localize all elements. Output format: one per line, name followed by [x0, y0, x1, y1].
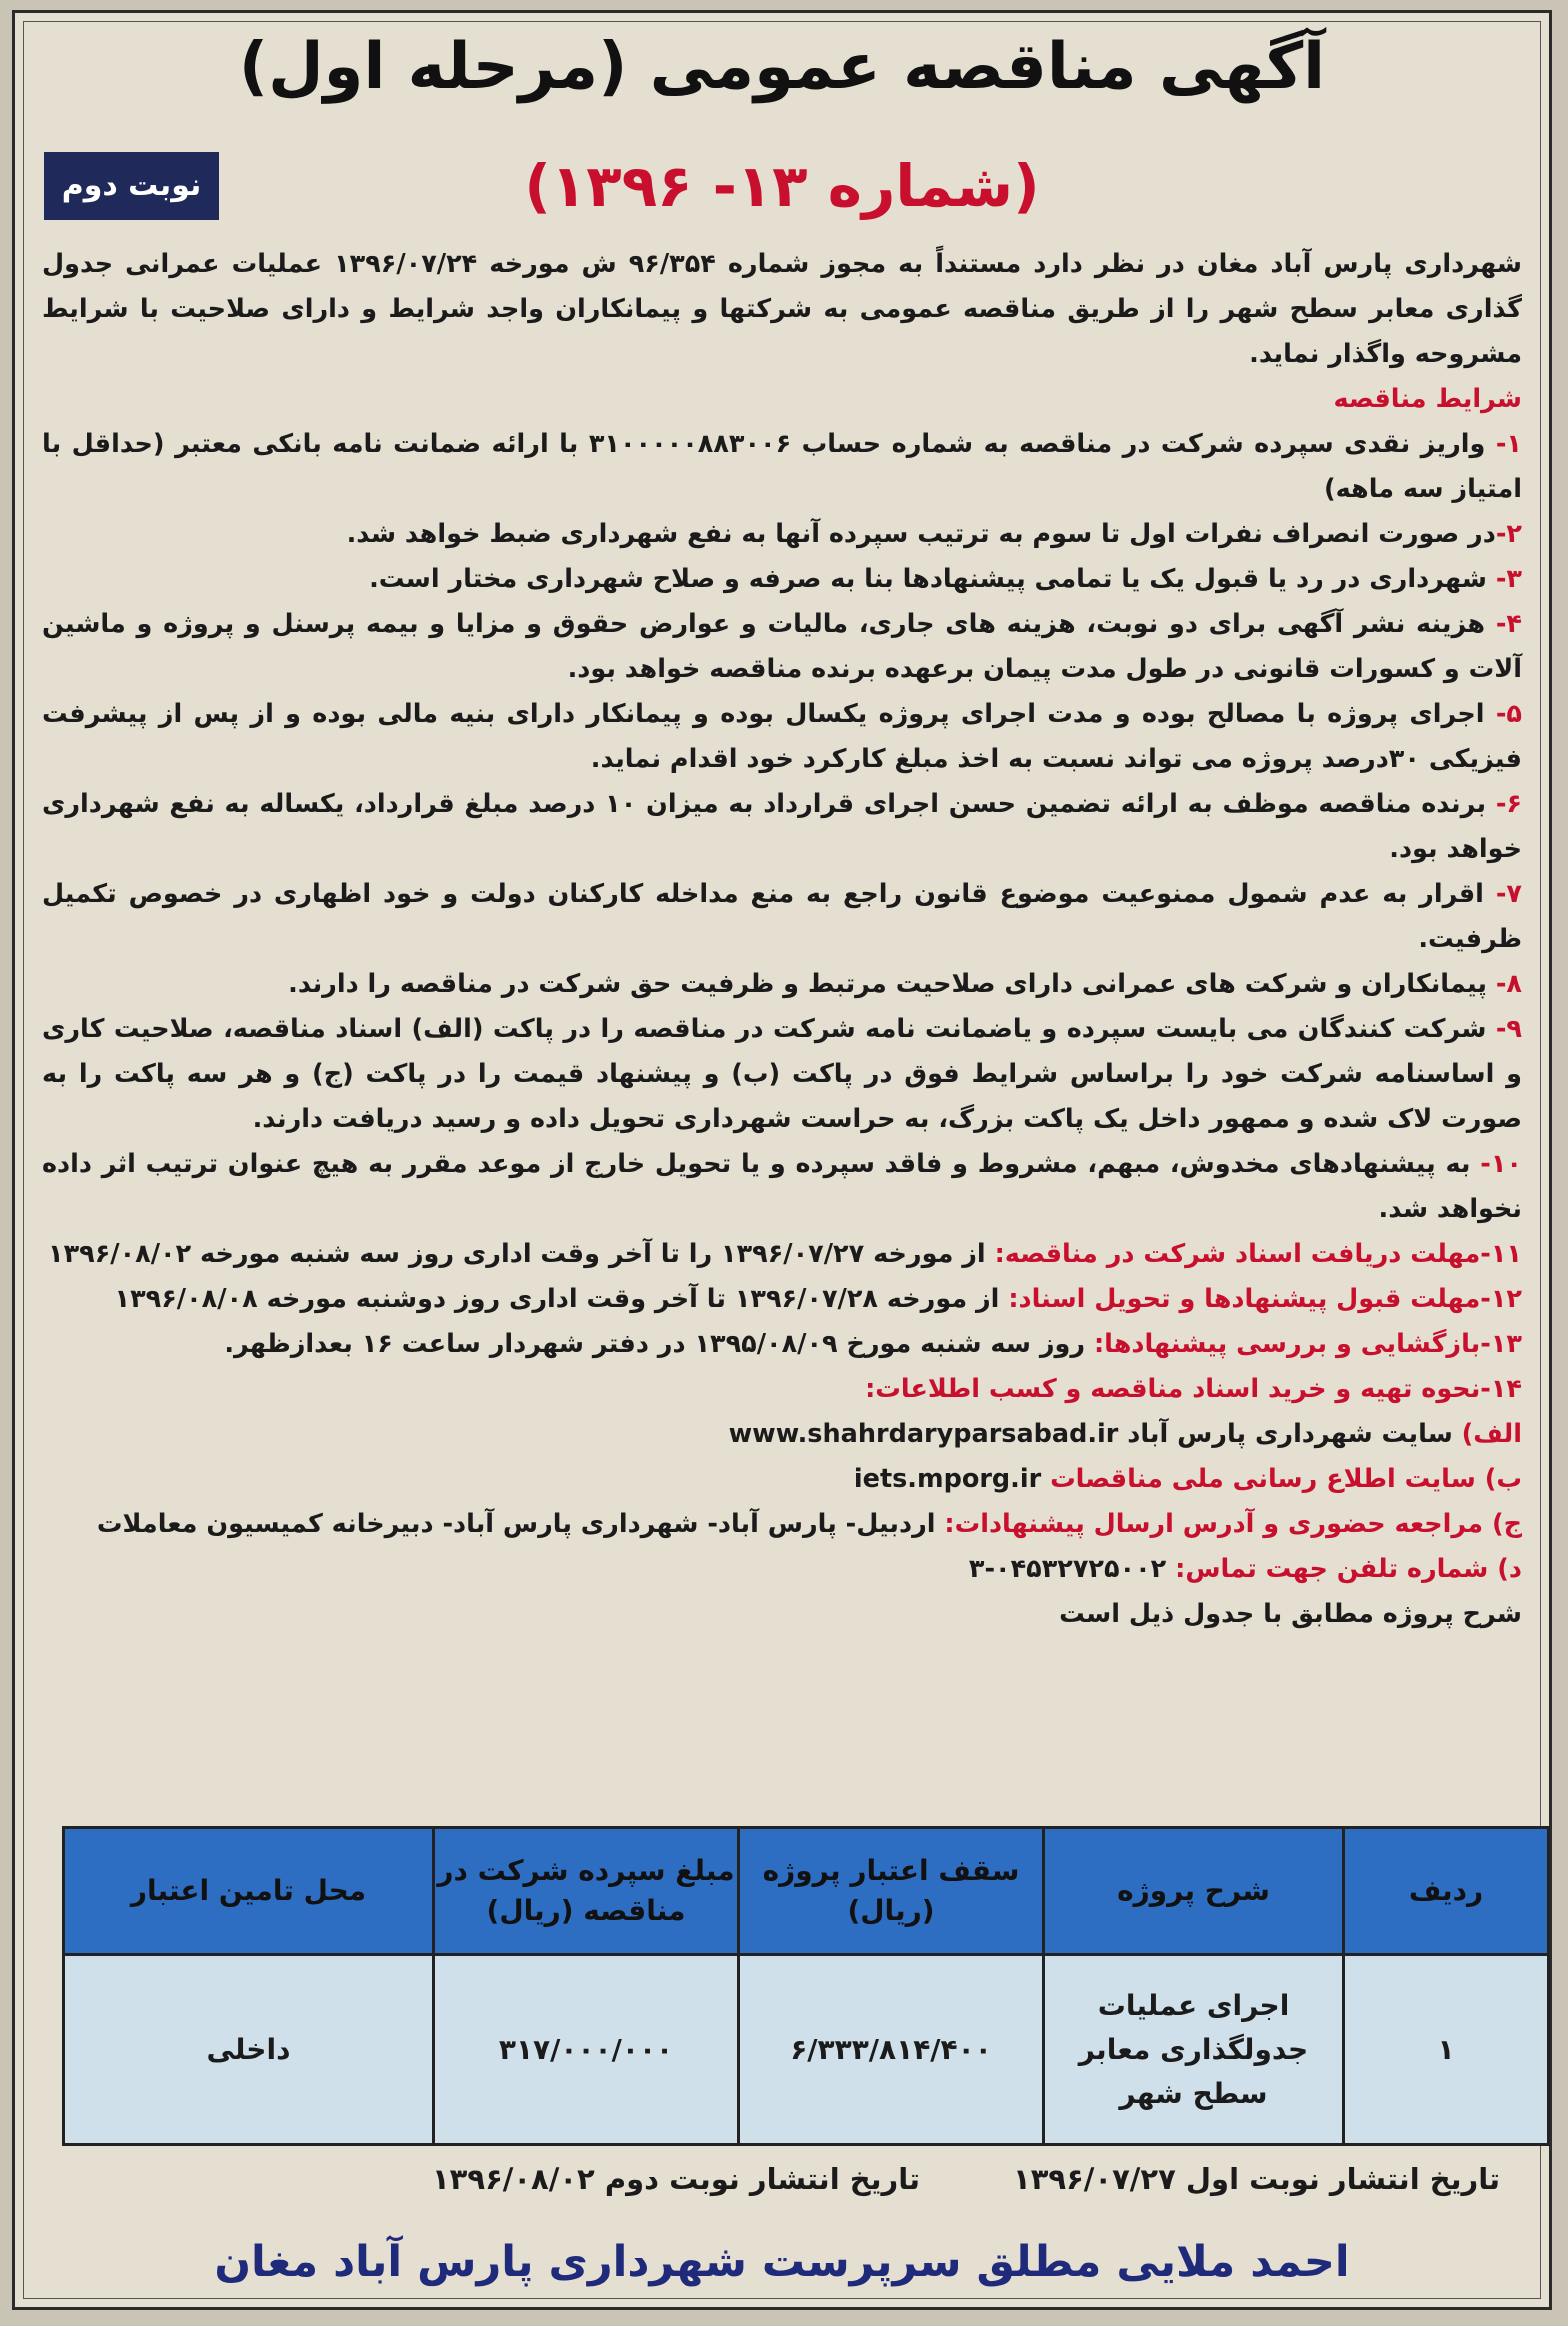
table-row	[64, 1955, 1549, 2145]
cell-deposit: ۳۱۷/۰۰۰/۰۰۰	[434, 1955, 739, 2145]
col-budget-cap: سقف اعتبار پروژه (ریال)	[739, 1828, 1044, 1955]
condition-number: ۱-	[1495, 429, 1522, 459]
condition-item	[42, 422, 1522, 512]
condition-number: ۷-	[1495, 879, 1522, 909]
condition-item	[42, 962, 1522, 1007]
info-d-label: د) شماره تلفن جهت تماس:	[1175, 1554, 1522, 1584]
deadline-label: مهلت قبول پیشنهادها و تحویل اسناد:	[1008, 1284, 1481, 1314]
condition-number: ۶-	[1495, 789, 1522, 819]
conditions-heading: شرایط مناقصه	[1333, 384, 1522, 414]
cell-row-number: ۱	[1344, 1955, 1549, 2145]
deadline-number: ۱۲-	[1480, 1284, 1522, 1314]
notice-body	[42, 242, 1522, 1637]
condition-text: پیمانکاران و شرکت های عمرانی دارای صلاحیت مرتبط و ظرفیت حق شرکت در مناقصه را دارند.	[288, 969, 1487, 999]
tender-website-link[interactable]: iets.mporg.ir	[853, 1464, 1042, 1494]
table-intro: شرح پروژه مطابق با جدول ذیل است	[1059, 1599, 1522, 1629]
notice-number: (شماره ۱۳- ۱۳۹۶)	[524, 152, 1040, 220]
condition-item	[42, 1142, 1522, 1232]
info-address	[42, 1502, 1522, 1547]
deadline-label: نحوه تهیه و خرید اسناد مناقصه و کسب اطلاعات:	[865, 1374, 1481, 1404]
notice-title: آگهی مناقصه عمومی (مرحله اول)	[238, 30, 1326, 104]
condition-number: ۲-	[1495, 519, 1522, 549]
publication-dates	[64, 2162, 1500, 2222]
info-a-label: الف)	[1461, 1419, 1522, 1449]
condition-text: واریز نقدی سپرده شرکت در مناقصه به شماره حساب ۳۱۰۰۰۰۰۸۸۳۰۰۶ با ارائه ضمانت نامه بانکی معتبر (حداقل با امتیاز سه ماهه)	[42, 429, 1522, 504]
info-website	[42, 1412, 1522, 1457]
condition-text: هزینه نشر آگهی برای دو نوبت، هزینه های جاری، مالیات و عوارض حقوق و مزایا و بیمه پرسنل و پروژه و ماشین آلات و کسورات قانونی در طول مدت پیمان برعهده برنده مناقصه خواهد بود.	[42, 609, 1522, 684]
deadline-text: از مورخه ۱۳۹۶/۰۷/۲۷ را تا آخر وقت اداری روز سه شنبه مورخه ۱۳۹۶/۰۸/۰۲	[48, 1239, 986, 1269]
second-publication-date: تاریخ انتشار نوبت دوم ۱۳۹۶/۰۸/۰۲	[431, 2162, 920, 2196]
table-header-row	[64, 1828, 1549, 1955]
round-badge: نوبت دوم	[44, 152, 219, 220]
condition-number: ۳-	[1495, 564, 1522, 594]
col-funding-source: محل تامین اعتبار	[64, 1828, 434, 1955]
info-c-label: ج) مراجعه حضوری و آدرس ارسال پیشنهادات:	[944, 1509, 1522, 1539]
condition-item	[42, 602, 1522, 692]
info-b-label: ب) سایت اطلاع رسانی ملی مناقصات	[1050, 1464, 1522, 1494]
signature-line: احمد ملایی مطلق سرپرست شهرداری پارس آباد مغان	[214, 2237, 1350, 2287]
municipality-website-link[interactable]: www.shahrdaryparsabad.ir	[728, 1419, 1119, 1449]
condition-text: شهرداری در رد یا قبول یک یا تمامی پیشنهادها بنا به صرفه و صلاح شهرداری مختار است.	[369, 564, 1487, 594]
intro-paragraph: شهرداری پارس آباد مغان در نظر دارد مستنداً به مجوز شماره ۹۶/۳۵۴ ش مورخه ۱۳۹۶/۰۷/۲۴ عملیات عمرانی جدول گذاری معابر سطح شهر را از طریق مناقصه عمومی به شرکتها و پیمانکاران واجد شرایط و دارای صلاحیت با شرایط مشروحه واگذار نماید.	[42, 249, 1523, 369]
condition-item	[42, 557, 1522, 602]
condition-number: ۹-	[1495, 1014, 1522, 1044]
deadline-number: ۱۳-	[1480, 1329, 1522, 1359]
condition-number: ۴-	[1495, 609, 1522, 639]
info-tender-site	[42, 1457, 1522, 1502]
condition-item	[42, 692, 1522, 782]
condition-number: ۱۰-	[1480, 1149, 1522, 1179]
project-table	[62, 1826, 1550, 2146]
notice-sheet	[12, 10, 1552, 2310]
info-c-text: اردبیل- پارس آباد- شهرداری پارس آباد- دبیرخانه کمیسیون معاملات	[96, 1509, 936, 1539]
condition-item	[42, 1007, 1522, 1142]
condition-number: ۵-	[1495, 699, 1522, 729]
condition-item	[42, 512, 1522, 557]
cell-funding-source: داخلی	[64, 1955, 434, 2145]
col-description: شرح پروژه	[1044, 1828, 1344, 1955]
deadline-text: از مورخه ۱۳۹۶/۰۷/۲۸ تا آخر وقت اداری روز دوشنبه مورخه ۱۳۹۶/۰۸/۰۸	[114, 1284, 1000, 1314]
condition-text: در صورت انصراف نفرات اول تا سوم به ترتیب سپرده آنها به نفع شهرداری ضبط خواهد شد.	[346, 519, 1496, 549]
deadline-number: ۱۱-	[1480, 1239, 1522, 1269]
first-publication-date: تاریخ انتشار نوبت اول ۱۳۹۶/۰۷/۲۷	[1013, 2162, 1500, 2196]
condition-item	[42, 872, 1522, 962]
condition-text: اقرار به عدم شمول ممنوعیت موضوع قانون راجع به منع مداخله کارکنان دولت و خود اظهاری در خصوص تکمیل ظرفیت.	[42, 879, 1522, 954]
cell-description: اجرای عملیات جدولگذاری معابر سطح شهر	[1044, 1955, 1344, 2145]
deadline-item	[42, 1232, 1522, 1277]
condition-text: برنده مناقصه موظف به ارائه تضمین حسن اجرای قرارداد به میزان ۱۰ درصد مبلغ قرارداد، یکساله به نفع شهرداری خواهد بود.	[42, 789, 1522, 864]
info-phone	[42, 1547, 1522, 1592]
deadline-item	[42, 1367, 1522, 1412]
deadline-item	[42, 1322, 1522, 1367]
deadline-label: بازگشایی و بررسی پیشنهادها:	[1093, 1329, 1481, 1359]
phone-number: ۰۴۵۳۲۷۲۵۰۰۲-۳	[968, 1554, 1167, 1584]
deadline-item	[42, 1277, 1522, 1322]
condition-text: اجرای پروژه با مصالح بوده و مدت اجرای پروژه یکسال بوده و پیمانکار دارای بنیه مالی بوده و از پس از پیشرفت فیزیکی ۳۰درصد پروژه می تواند نسبت به اخذ مبلغ کارکرد خود اقدام نماید.	[42, 699, 1522, 774]
condition-item	[42, 782, 1522, 872]
notice-border	[23, 21, 1541, 2299]
cell-budget-cap: ۶/۳۳۳/۸۱۴/۴۰۰	[739, 1955, 1044, 2145]
deadline-number: ۱۴-	[1480, 1374, 1522, 1404]
condition-text: شرکت کنندگان می بایست سپرده و یاضمانت نامه شرکت در مناقصه را در پاکت (الف) اسناد مناقصه، صلاحیت کاری و اساسنامه شرکت خود را براساس شرایط فوق در پاکت (ب) و پیشنهاد قیمت را در پاکت (ج) و هر سه پاکت را به صورت لاک شده و ممهور داخل یک پاکت بزرگ، به حراست شهرداری تحویل داده و رسید دریافت دارند.	[42, 1014, 1522, 1134]
condition-number: ۸-	[1495, 969, 1522, 999]
col-deposit: مبلغ سپرده شرکت در مناقصه (ریال)	[434, 1828, 739, 1955]
deadline-text: روز سه شنبه مورخ ۱۳۹۵/۰۸/۰۹ در دفتر شهردار ساعت ۱۶ بعدازظهر.	[224, 1329, 1086, 1359]
info-a-text: سایت شهرداری پارس آباد	[1127, 1419, 1453, 1449]
deadline-label: مهلت دریافت اسناد شرکت در مناقصه:	[994, 1239, 1481, 1269]
col-row-number: ردیف	[1344, 1828, 1549, 1955]
condition-text: به پیشنهادهای مخدوش، مبهم، مشروط و فاقد سپرده و یا تحویل خارج از موعد مقرر به هیچ عنوان ترتیب اثر داده نخواهد شد.	[42, 1149, 1522, 1224]
